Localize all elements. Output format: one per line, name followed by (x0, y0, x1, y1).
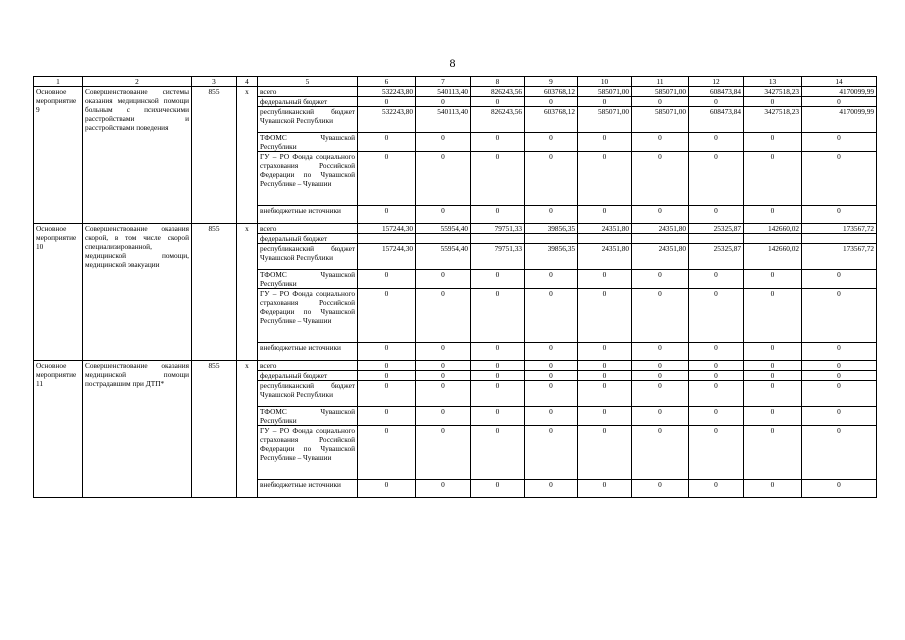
value-cell: 0 (471, 381, 525, 407)
value-cell: 25325,87 (689, 244, 744, 270)
value-cell: 0 (578, 361, 632, 371)
code-855-cell: 855 (192, 224, 237, 361)
column-header: 5 (258, 77, 358, 87)
value-cell: 0 (578, 371, 632, 381)
value-cell: 0 (689, 206, 744, 224)
value-cell: 0 (802, 133, 877, 152)
value-cell: 0 (744, 480, 802, 498)
value-cell: 585071,00 (632, 87, 689, 97)
value-cell: 603768,12 (525, 87, 578, 97)
column-header: 4 (237, 77, 258, 87)
value-cell: 24351,80 (632, 224, 689, 234)
funding-source-cell: внебюджетные источники (258, 480, 358, 498)
column-header: 13 (744, 77, 802, 87)
value-cell: 0 (744, 361, 802, 371)
value-cell: 24351,80 (632, 244, 689, 270)
value-cell: 0 (525, 152, 578, 206)
value-cell: 4170099,99 (802, 107, 877, 133)
value-cell: 0 (471, 407, 525, 426)
value-cell: 173567,72 (802, 224, 877, 234)
col4-mark-cell: х (237, 87, 258, 224)
value-cell: 0 (416, 152, 471, 206)
value-cell: 0 (471, 133, 525, 152)
value-cell: 0 (525, 371, 578, 381)
value-cell: 55954,40 (416, 224, 471, 234)
value-cell (802, 234, 877, 244)
value-cell: 0 (416, 480, 471, 498)
value-cell: 0 (632, 206, 689, 224)
value-cell: 0 (744, 97, 802, 107)
value-cell: 0 (632, 407, 689, 426)
value-cell: 0 (689, 480, 744, 498)
value-cell: 79751,33 (471, 224, 525, 234)
value-cell: 0 (578, 343, 632, 361)
funding-source-cell: ГУ – РО Фонда социального страхования Российской Федерации по Чувашской Республике – Чувашии (258, 426, 358, 480)
value-cell: 142660,02 (744, 244, 802, 270)
value-cell: 0 (802, 152, 877, 206)
table-row (34, 224, 877, 234)
value-cell: 608473,84 (689, 107, 744, 133)
value-cell: 0 (744, 206, 802, 224)
funding-source-cell: федеральный бюджет (258, 234, 358, 244)
value-cell: 0 (358, 97, 416, 107)
value-cell: 826243,56 (471, 87, 525, 97)
column-header: 8 (471, 77, 525, 87)
code-855-cell: 855 (192, 87, 237, 224)
table-row (34, 87, 877, 97)
value-cell: 157244,30 (358, 244, 416, 270)
value-cell: 0 (471, 426, 525, 480)
value-cell (632, 234, 689, 244)
value-cell: 585071,00 (578, 107, 632, 133)
value-cell: 79751,33 (471, 244, 525, 270)
funding-source-cell: ТФОМС Чувашской Республики (258, 270, 358, 289)
value-cell: 0 (632, 426, 689, 480)
col4-mark-cell: х (237, 361, 258, 498)
value-cell: 0 (578, 381, 632, 407)
value-cell: 0 (744, 270, 802, 289)
value-cell: 608473,84 (689, 87, 744, 97)
value-cell: 0 (632, 480, 689, 498)
value-cell: 0 (578, 407, 632, 426)
value-cell: 4170099,99 (802, 87, 877, 97)
value-cell: 0 (744, 381, 802, 407)
value-cell (689, 234, 744, 244)
value-cell: 0 (632, 381, 689, 407)
value-cell: 0 (525, 270, 578, 289)
value-cell: 0 (358, 206, 416, 224)
value-cell: 0 (632, 343, 689, 361)
value-cell: 0 (525, 343, 578, 361)
funding-source-cell: всего (258, 361, 358, 371)
value-cell: 0 (689, 97, 744, 107)
value-cell: 0 (689, 343, 744, 361)
value-cell: 0 (802, 361, 877, 371)
value-cell: 0 (689, 371, 744, 381)
value-cell: 0 (802, 381, 877, 407)
value-cell: 0 (802, 426, 877, 480)
value-cell: 0 (471, 371, 525, 381)
value-cell: 0 (744, 343, 802, 361)
value-cell: 0 (744, 407, 802, 426)
value-cell: 24351,80 (578, 244, 632, 270)
value-cell: 0 (358, 152, 416, 206)
funding-source-cell: ГУ – РО Фонда социального страхования Российской Федерации по Чувашской Республике – Чувашии (258, 152, 358, 206)
value-cell: 0 (632, 371, 689, 381)
value-cell: 0 (358, 381, 416, 407)
value-cell: 0 (689, 270, 744, 289)
value-cell: 0 (525, 381, 578, 407)
value-cell: 0 (416, 97, 471, 107)
value-cell: 0 (416, 426, 471, 480)
value-cell: 157244,30 (358, 224, 416, 234)
value-cell: 0 (578, 97, 632, 107)
value-cell: 0 (416, 289, 471, 343)
value-cell: 0 (525, 206, 578, 224)
value-cell: 0 (471, 97, 525, 107)
funding-table (33, 76, 877, 498)
event-code-cell: Основное мероприятие 9 (34, 87, 83, 224)
value-cell: 585071,00 (578, 87, 632, 97)
value-cell: 0 (578, 152, 632, 206)
value-cell: 0 (689, 152, 744, 206)
value-cell: 540113,40 (416, 87, 471, 97)
value-cell: 0 (525, 480, 578, 498)
value-cell: 0 (358, 133, 416, 152)
value-cell: 3427518,23 (744, 87, 802, 97)
value-cell: 532243,80 (358, 87, 416, 97)
value-cell: 0 (632, 289, 689, 343)
value-cell: 0 (471, 152, 525, 206)
column-header: 12 (689, 77, 744, 87)
value-cell: 0 (744, 133, 802, 152)
value-cell: 0 (525, 361, 578, 371)
value-cell: 0 (632, 270, 689, 289)
value-cell: 55954,40 (416, 244, 471, 270)
value-cell: 0 (416, 343, 471, 361)
value-cell: 24351,80 (578, 224, 632, 234)
col4-mark-cell: х (237, 224, 258, 361)
value-cell (744, 234, 802, 244)
column-header: 9 (525, 77, 578, 87)
value-cell: 0 (416, 133, 471, 152)
value-cell: 142660,02 (744, 224, 802, 234)
value-cell: 0 (578, 426, 632, 480)
value-cell: 0 (358, 289, 416, 343)
column-header: 6 (358, 77, 416, 87)
value-cell: 0 (632, 133, 689, 152)
value-cell: 0 (471, 270, 525, 289)
value-cell: 0 (802, 343, 877, 361)
column-header: 11 (632, 77, 689, 87)
column-header: 3 (192, 77, 237, 87)
value-cell: 0 (802, 97, 877, 107)
value-cell: 0 (689, 361, 744, 371)
value-cell (471, 234, 525, 244)
value-cell: 0 (358, 426, 416, 480)
value-cell: 3427518,23 (744, 107, 802, 133)
value-cell: 0 (416, 361, 471, 371)
value-cell: 0 (416, 206, 471, 224)
funding-source-cell: всего (258, 224, 358, 234)
value-cell: 0 (689, 133, 744, 152)
value-cell: 0 (632, 361, 689, 371)
value-cell: 603768,12 (525, 107, 578, 133)
value-cell: 0 (689, 381, 744, 407)
funding-source-cell: ТФОМС Чувашской Республики (258, 407, 358, 426)
value-cell: 0 (632, 97, 689, 107)
value-cell: 0 (525, 97, 578, 107)
value-cell: 0 (471, 206, 525, 224)
column-header: 1 (34, 77, 83, 87)
funding-source-cell: республиканский бюджет Чувашской Республики (258, 107, 358, 133)
value-cell: 540113,40 (416, 107, 471, 133)
event-code-cell: Основное мероприятие 11 (34, 361, 83, 498)
value-cell: 0 (744, 152, 802, 206)
value-cell: 585071,00 (632, 107, 689, 133)
value-cell: 0 (358, 407, 416, 426)
value-cell: 25325,87 (689, 224, 744, 234)
value-cell: 0 (416, 381, 471, 407)
funding-source-cell: федеральный бюджет (258, 371, 358, 381)
funding-source-cell: федеральный бюджет (258, 97, 358, 107)
value-cell: 0 (744, 371, 802, 381)
column-header: 7 (416, 77, 471, 87)
value-cell: 0 (471, 289, 525, 343)
value-cell: 0 (744, 426, 802, 480)
funding-source-cell: всего (258, 87, 358, 97)
value-cell: 0 (471, 361, 525, 371)
value-cell: 0 (358, 371, 416, 381)
value-cell: 0 (358, 361, 416, 371)
event-code-cell: Основное мероприятие 10 (34, 224, 83, 361)
value-cell: 0 (471, 480, 525, 498)
page-number: 8 (449, 56, 456, 70)
value-cell: 0 (802, 480, 877, 498)
value-cell: 532243,80 (358, 107, 416, 133)
funding-source-cell: внебюджетные источники (258, 206, 358, 224)
value-cell: 0 (689, 407, 744, 426)
value-cell: 39856,35 (525, 224, 578, 234)
value-cell: 0 (802, 407, 877, 426)
event-name-cell: Совершенствование оказания скорой, в том числе скорой специализированной, медицинской помощи, медицинской эвакуации (83, 224, 192, 361)
value-cell: 0 (689, 426, 744, 480)
value-cell (578, 234, 632, 244)
value-cell: 0 (525, 133, 578, 152)
value-cell: 0 (632, 152, 689, 206)
value-cell: 0 (689, 289, 744, 343)
value-cell: 39856,35 (525, 244, 578, 270)
value-cell: 0 (416, 270, 471, 289)
table-row (34, 361, 877, 371)
value-cell: 0 (744, 289, 802, 343)
column-header: 10 (578, 77, 632, 87)
value-cell: 0 (578, 270, 632, 289)
value-cell: 0 (471, 343, 525, 361)
value-cell: 0 (525, 426, 578, 480)
funding-source-cell: ГУ – РО Фонда социального страхования Российской Федерации по Чувашской Республике – Чувашии (258, 289, 358, 343)
column-header: 2 (83, 77, 192, 87)
header-row (34, 77, 877, 87)
value-cell: 0 (525, 289, 578, 343)
funding-source-cell: республиканский бюджет Чувашской Республики (258, 244, 358, 270)
value-cell: 0 (802, 371, 877, 381)
code-855-cell: 855 (192, 361, 237, 498)
event-name-cell: Совершенствование оказания медицинской помощи пострадавшим при ДТП* (83, 361, 192, 498)
value-cell: 0 (416, 407, 471, 426)
funding-source-cell: республиканский бюджет Чувашской Республики (258, 381, 358, 407)
column-header: 14 (802, 77, 877, 87)
funding-source-cell: внебюджетные источники (258, 343, 358, 361)
value-cell: 0 (578, 289, 632, 343)
value-cell: 826243,56 (471, 107, 525, 133)
value-cell: 0 (358, 480, 416, 498)
value-cell (416, 234, 471, 244)
value-cell (358, 234, 416, 244)
value-cell: 0 (358, 343, 416, 361)
value-cell: 0 (802, 270, 877, 289)
value-cell: 0 (578, 133, 632, 152)
value-cell: 0 (578, 480, 632, 498)
table-body (34, 87, 877, 498)
value-cell: 0 (525, 407, 578, 426)
value-cell: 0 (802, 289, 877, 343)
value-cell: 0 (578, 206, 632, 224)
value-cell: 0 (416, 371, 471, 381)
value-cell: 0 (358, 270, 416, 289)
event-name-cell: Совершенствование системы оказания медицинской помощи больным с психическими расстройствами и расстройствами поведения (83, 87, 192, 224)
value-cell: 0 (802, 206, 877, 224)
value-cell (525, 234, 578, 244)
value-cell: 173567,72 (802, 244, 877, 270)
funding-source-cell: ТФОМС Чувашской Республики (258, 133, 358, 152)
